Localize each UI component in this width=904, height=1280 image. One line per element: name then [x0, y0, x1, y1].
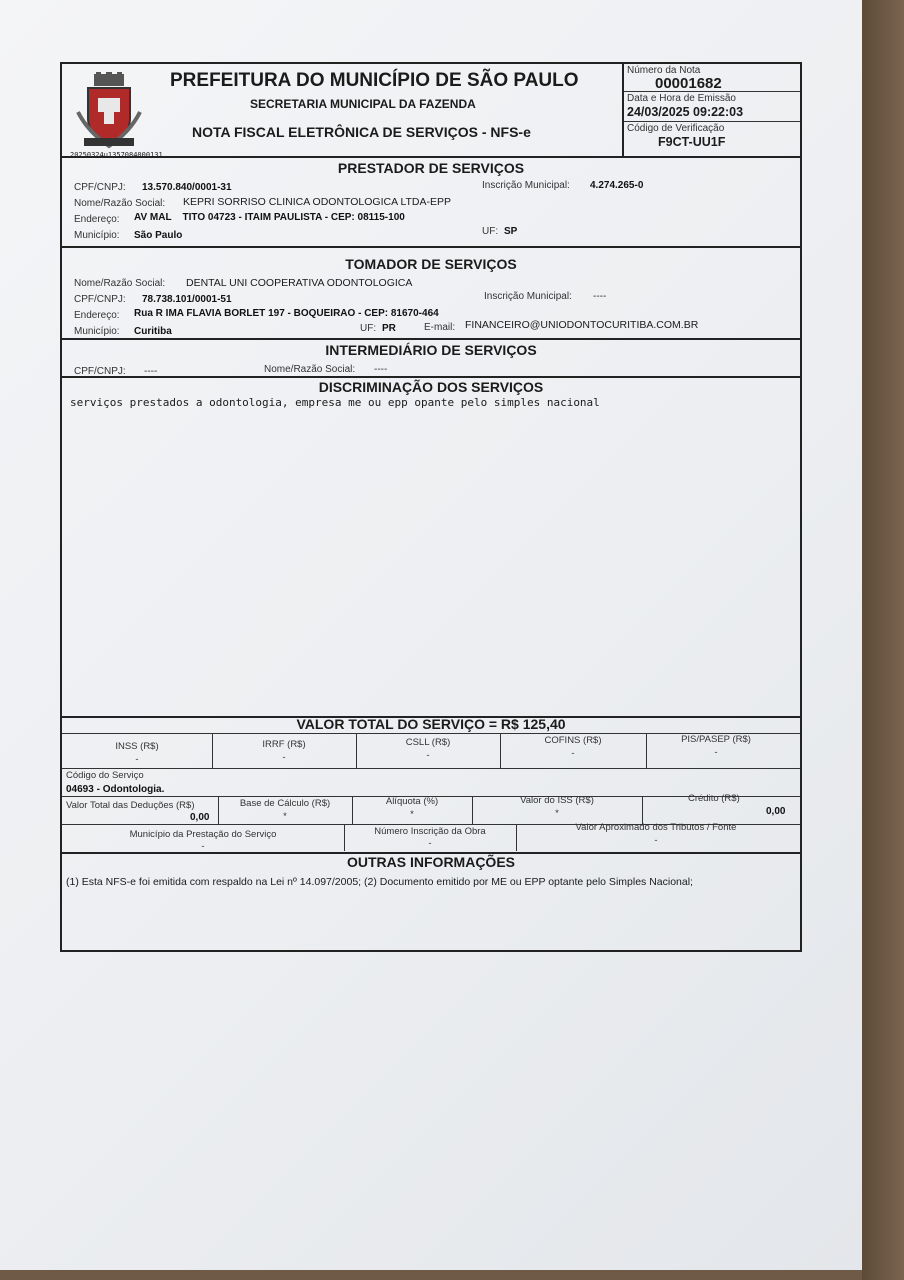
csll-label: CSLL (R$) [405, 737, 451, 748]
prestador-nome-label: Nome/Razão Social: [74, 198, 166, 209]
prestador-uf-value: SP [504, 226, 518, 237]
inss-label: INSS (R$) [115, 741, 159, 752]
prestador-nome-value: KEPRI SORRISO CLINICA ODONTOLOGICA LTDA-EPP [183, 196, 452, 208]
deducoes-label: Valor Total das Deduções (R$) [66, 800, 195, 811]
inss-value: - [135, 754, 139, 765]
document-type: NOTA FISCAL ELETRÔNICA DE SERVIÇOS - NFS-e [192, 124, 531, 140]
prestador-cnpj-label: CPF/CNPJ: [74, 182, 126, 193]
pis-label: PIS/PASEP (R$) [681, 734, 751, 745]
tomador-email-label: E-mail: [424, 322, 456, 333]
prestador-endereco-value: AV MAL TITO 04723 - ITAIM PAULISTA - CEP: 08115-100 [134, 212, 405, 223]
emissao-label: Data e Hora de Emissão [627, 93, 736, 104]
tomador-cnpj-value: 78.738.101/0001-51 [142, 294, 232, 305]
municipio-prestacao-label: Município da Prestação do Serviço [129, 829, 277, 840]
intermediario-cnpj-label: CPF/CNPJ: [74, 366, 126, 377]
codigo-servico-label: Código do Serviço [66, 770, 144, 781]
header-divider [622, 64, 624, 156]
valor-aproximado-label: Valor Aproximado dos Tributos / Fonte [575, 822, 737, 833]
prestador-municipio-value: São Paulo [134, 230, 183, 241]
tomador-nome-value: DENTAL UNI COOPERATIVA ODONTOLOGICA [186, 277, 413, 289]
tomador-uf-value: PR [382, 323, 396, 334]
municipio-prestacao-value: - [201, 841, 205, 852]
tomador-endereco-label: Endereço: [74, 310, 120, 321]
numero-label: Número da Nota [627, 65, 701, 76]
section-divider [62, 376, 800, 378]
prestador-municipio-label: Município: [74, 230, 120, 241]
iss-label: Valor do ISS (R$) [520, 795, 594, 806]
base-calculo-value: * [283, 811, 287, 822]
credito-label: Crédito (R$) [688, 793, 740, 804]
section-divider [62, 246, 800, 248]
tomador-nome-label: Nome/Razão Social: [74, 278, 166, 289]
deducoes-value: 0,00 [190, 812, 210, 823]
codigo-servico-value: 04693 - Odontologia. [66, 784, 165, 795]
emissao-value: 24/03/2025 09:22:03 [627, 105, 744, 119]
intermediario-title: INTERMEDIÁRIO DE SERVIÇOS [325, 342, 537, 358]
irrf-label: IRRF (R$) [262, 739, 306, 750]
prestador-endereco-label: Endereço: [74, 214, 120, 225]
prestador-im-value: 4.274.265-0 [590, 180, 644, 191]
verificacao-label: Código de Verificação [627, 123, 725, 134]
csll-value: - [426, 750, 430, 761]
header-line [624, 91, 800, 92]
numero-value: 00001682 [655, 75, 722, 92]
aliquota-value: * [410, 809, 414, 820]
row-divider [62, 768, 800, 769]
header-subtitle: SECRETARIA MUNICIPAL DA FAZENDA [250, 97, 476, 111]
prestador-cnpj-value: 13.570.840/0001-31 [142, 182, 232, 193]
cofins-value: - [571, 748, 575, 759]
tomador-cnpj-label: CPF/CNPJ: [74, 294, 126, 305]
table-surface [862, 0, 904, 1280]
tomador-municipio-value: Curitiba [134, 326, 172, 337]
header-line [624, 121, 800, 122]
outras-informacoes-title: OUTRAS INFORMAÇÕES [347, 854, 515, 870]
section-divider [62, 156, 800, 158]
prestador-title: PRESTADOR DE SERVIÇOS [337, 160, 525, 176]
inscricao-obra-value: - [428, 838, 432, 849]
tomador-municipio-label: Município: [74, 326, 120, 337]
inscricao-obra-label: Número Inscrição da Obra [374, 826, 486, 837]
intermediario-nome-value: ---- [374, 364, 388, 375]
tomador-endereco-value: Rua R IMA FLAVIA BORLET 197 - BOQUEIRAO - CEP: 81670-464 [134, 308, 439, 319]
intermediario-cnpj-value: ---- [144, 366, 158, 377]
city-coat-of-arms-icon [76, 72, 142, 150]
intermediario-nome-label: Nome/Razão Social: [264, 364, 356, 375]
header-title: PREFEITURA DO MUNICÍPIO DE SÃO PAULO [170, 70, 579, 91]
credito-value: 0,00 [766, 806, 786, 817]
cofins-label: COFINS (R$) [544, 735, 602, 746]
discriminacao-title: DISCRIMINAÇÃO DOS SERVIÇOS [318, 379, 544, 395]
barcode-text: 20250324u1357084000131 [70, 151, 163, 159]
irrf-value: - [282, 752, 286, 763]
iss-value: * [555, 808, 559, 819]
discriminacao-text: serviços prestados a odontologia, empresa me ou epp opante pelo simples nacional [70, 396, 600, 409]
aliquota-label: Alíquota (%) [385, 796, 439, 807]
valor-total: VALOR TOTAL DO SERVIÇO = R$ 125,40 [296, 716, 566, 732]
column-divider [642, 797, 643, 825]
section-divider [62, 338, 800, 340]
nfse-document [60, 62, 802, 952]
tomador-title: TOMADOR DE SERVIÇOS [345, 256, 517, 272]
base-calculo-label: Base de Cálculo (R$) [239, 798, 331, 809]
outras-informacoes-text: (1) Esta NFS-e foi emitida com respaldo na Lei nº 14.097/2005; (2) Documento emitido por ME ou EPP optante pelo Simples Nacional; [66, 876, 693, 888]
prestador-uf-label: UF: [482, 226, 499, 237]
valor-aproximado-value: - [654, 835, 658, 846]
verificacao-value: F9CT-UU1F [658, 135, 726, 149]
prestador-im-label: Inscrição Municipal: [482, 180, 570, 191]
tomador-uf-label: UF: [360, 323, 377, 334]
tomador-im-value: ---- [593, 291, 607, 302]
pis-value: - [714, 747, 718, 758]
tomador-im-label: Inscrição Municipal: [484, 291, 572, 302]
tomador-email-value: FINANCEIRO@UNIODONTOCURITIBA.COM.BR [465, 319, 699, 331]
